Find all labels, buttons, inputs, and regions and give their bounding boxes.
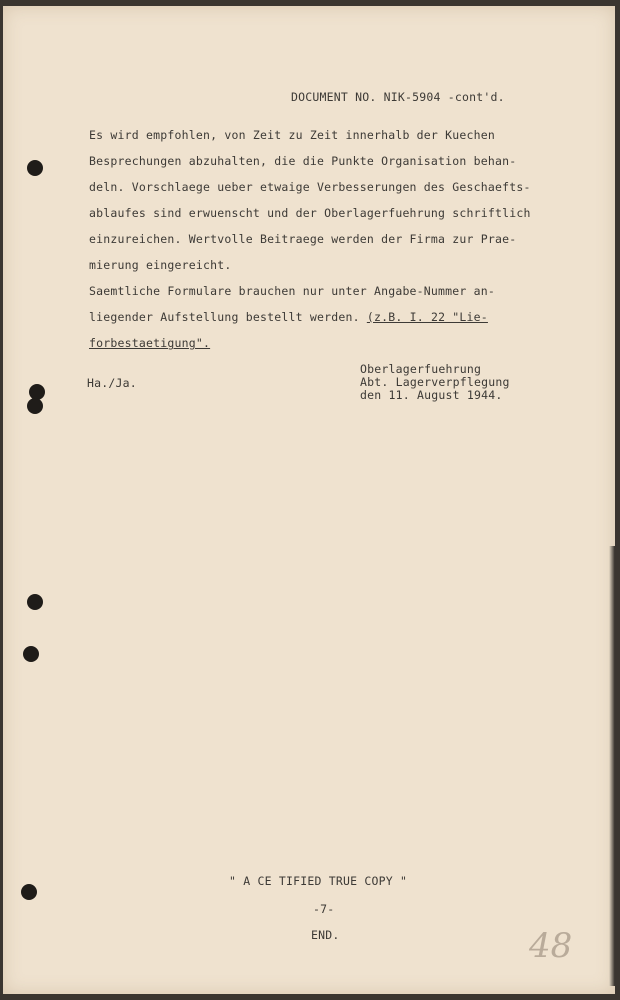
body-line: forbestaetigung". — [89, 336, 211, 350]
body-line: einzureichen. Wertvolle Beitraege werden der Firma zur Prae- — [89, 232, 517, 246]
page-number: -7- — [313, 902, 335, 916]
signature-date: den 11. August 1944. — [360, 388, 503, 402]
example-reference: (z.B. I. 22 "Lie- — [366, 310, 488, 324]
document-page — [3, 6, 615, 994]
signature-office: Oberlagerfuehrung — [360, 362, 482, 376]
torn-edge — [609, 546, 615, 986]
body-line — [89, 310, 488, 324]
punch-hole — [27, 160, 43, 176]
body-line: mierung eingereicht. — [89, 258, 232, 272]
signature-department: Abt. Lagerverpflegung — [360, 375, 510, 389]
end-marker: END. — [311, 928, 340, 942]
certified-copy-stamp: " A CE TIFIED TRUE COPY " — [229, 874, 408, 888]
punch-hole — [27, 594, 43, 610]
body-line: Saemtliche Formulare brauchen nur unter Angabe-Nummer an- — [89, 284, 496, 298]
punch-hole — [23, 646, 39, 662]
body-line: Besprechungen abzuhalten, die die Punkte Organisation behan- — [89, 154, 517, 168]
body-line: Es wird empfohlen, von Zeit zu Zeit innerhalb der Kuechen — [89, 128, 496, 142]
body-line-text: liegender Aufstellung bestellt werden. — [89, 310, 360, 324]
punch-hole — [27, 398, 43, 414]
body-line: ablaufes sind erwuenscht und der Oberlagerfuehrung schriftlich — [89, 206, 531, 220]
handwritten-folio-number: 48 — [529, 926, 573, 966]
body-line: deln. Vorschlaege ueber etwaige Verbesserungen des Geschaefts- — [89, 180, 531, 194]
document-number: DOCUMENT NO. NIK-5904 -cont'd. — [291, 90, 505, 104]
punch-hole — [21, 884, 37, 900]
initials: Ha./Ja. — [87, 376, 137, 390]
